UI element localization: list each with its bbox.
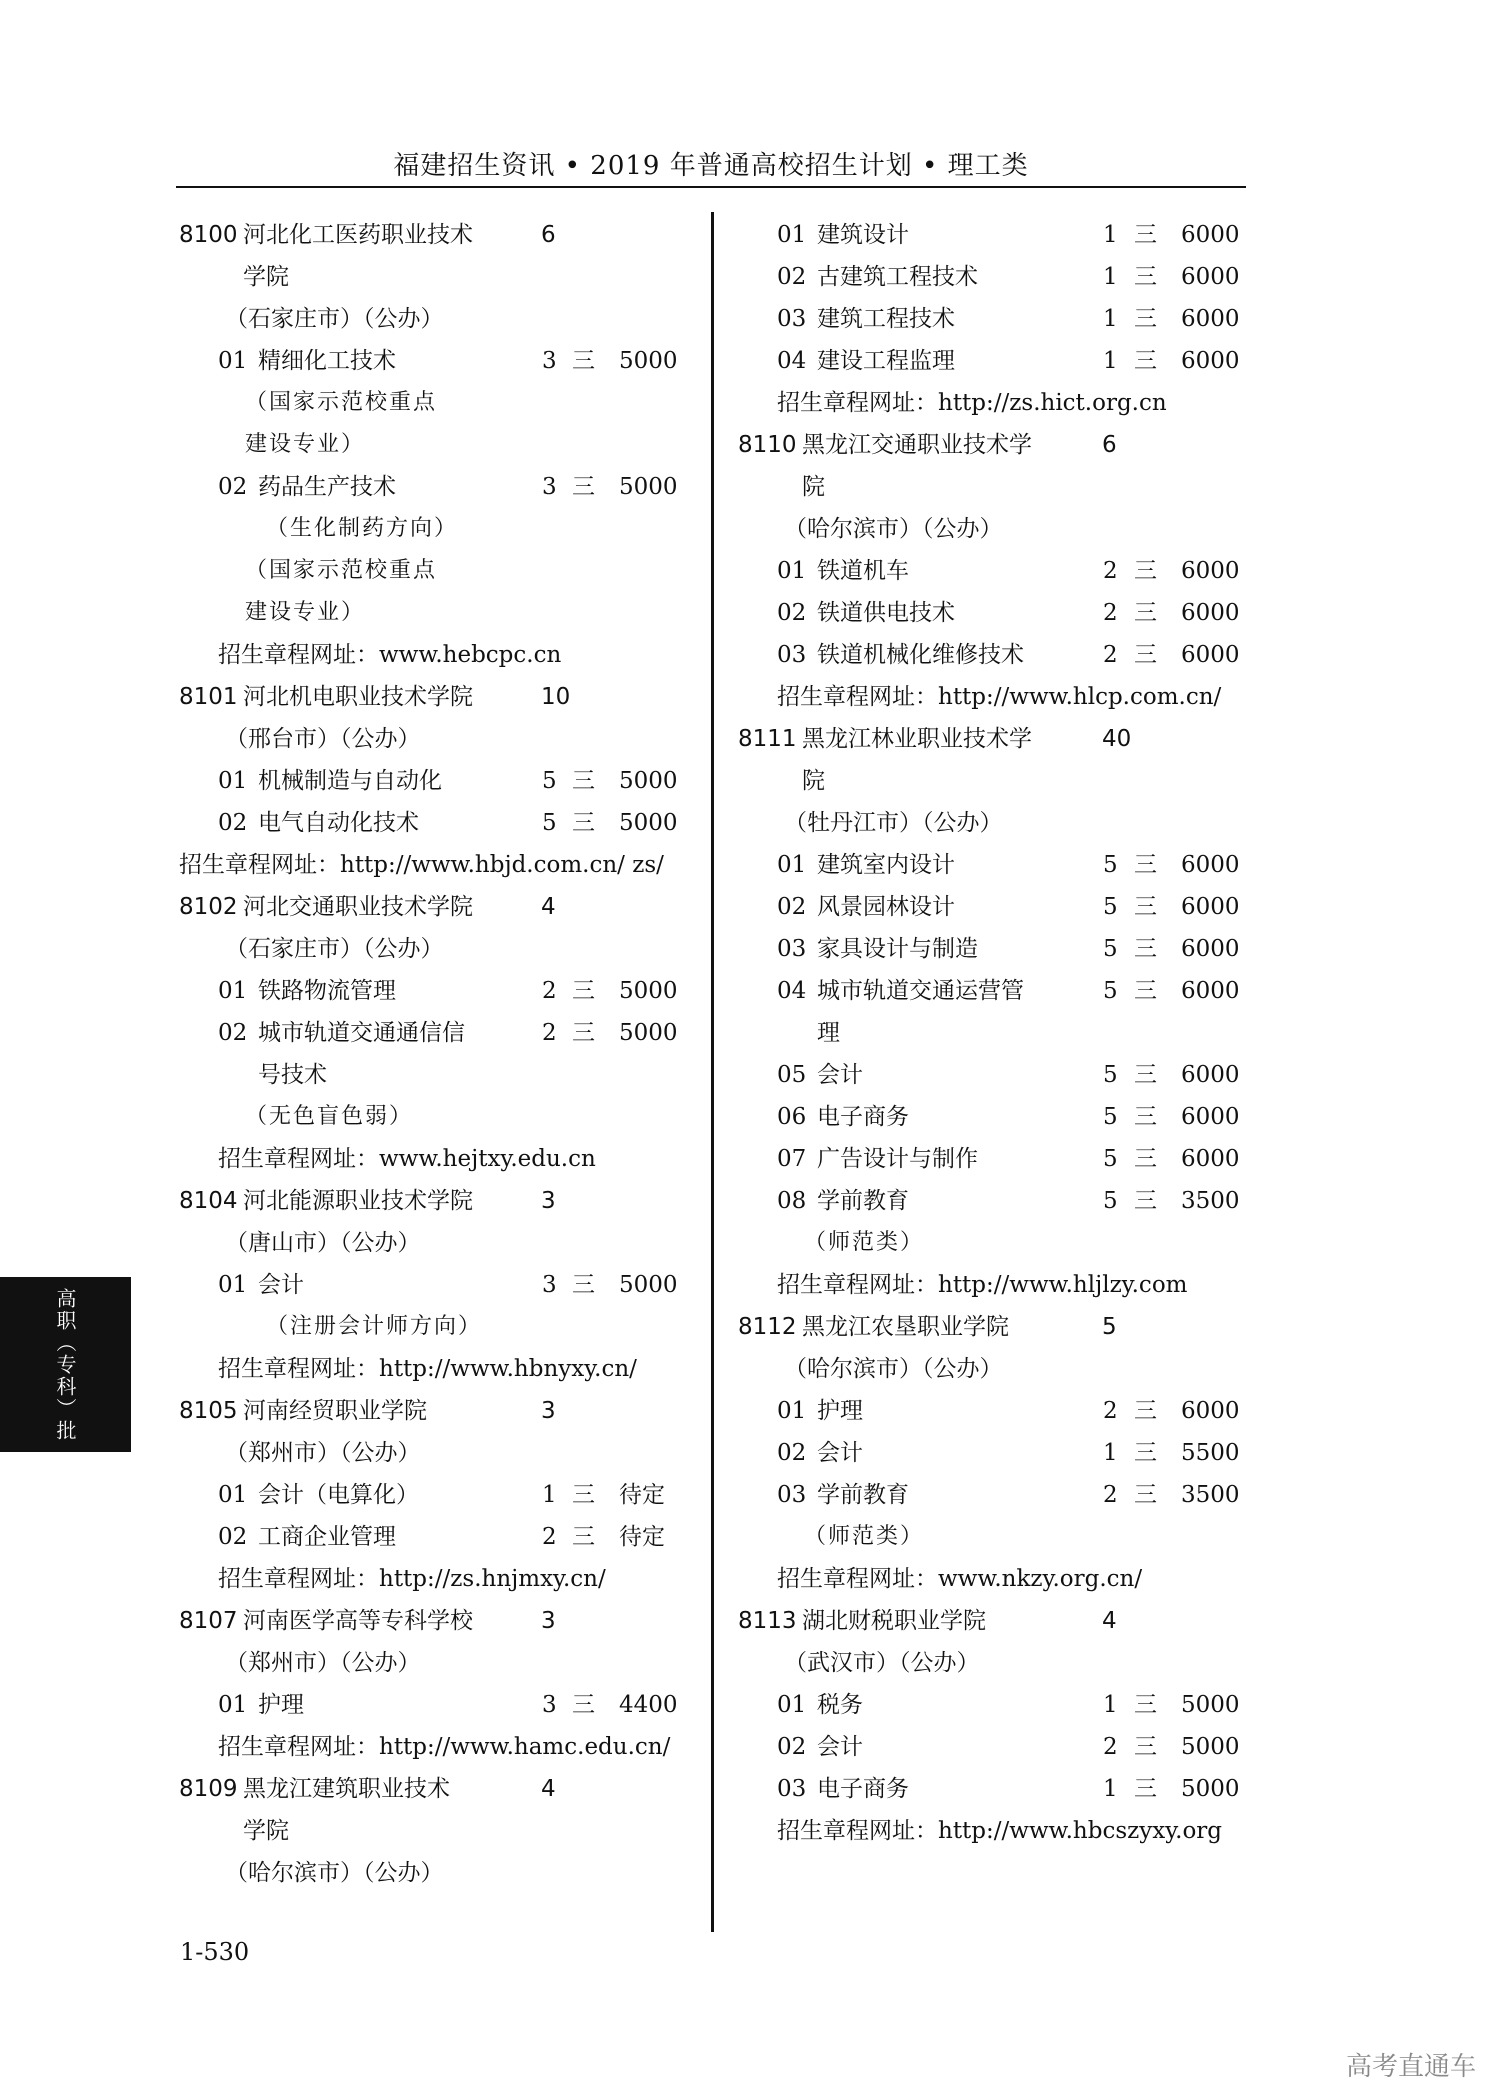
admission-url: 招生章程网址：www.nkzy.org.cn/ [777, 1566, 1143, 1592]
major-row [738, 1768, 1278, 1810]
major-quota: 3 [542, 1272, 557, 1298]
major-row [738, 1474, 1278, 1516]
major-duration: 三 [1134, 264, 1157, 290]
major-duration: 三 [1134, 1692, 1157, 1718]
major-duration: 三 [572, 1272, 595, 1298]
major-duration: 三 [1134, 1482, 1157, 1508]
major-row [738, 1726, 1278, 1768]
major-duration: 三 [572, 810, 595, 836]
major-row [738, 256, 1278, 298]
school-name-continued: 学院 [243, 1818, 289, 1844]
major-tuition: 6000 [1181, 936, 1240, 962]
school-entry [179, 1600, 694, 1642]
school-location: （邢台市）（公办） [225, 726, 421, 752]
major-row [738, 634, 1278, 676]
major-code: 05 [777, 1062, 807, 1088]
major-direction-note: （注册会计师方向） [266, 1314, 483, 1339]
major-duration: 三 [1134, 1146, 1157, 1172]
school-name: 湖北财税职业学院 [802, 1608, 986, 1634]
major-row [179, 340, 694, 382]
school-name: 河北化工医药职业技术 [243, 222, 473, 248]
major-name: 铁道机械化维修技术 [817, 642, 1024, 668]
major-name: 铁道机车 [817, 558, 909, 584]
major-tuition: 5000 [619, 348, 678, 374]
major-duration: 三 [1134, 1104, 1157, 1130]
major-duration: 三 [1134, 1776, 1157, 1802]
major-tuition: 6000 [1181, 978, 1240, 1004]
major-row [738, 1684, 1278, 1726]
major-quota: 2 [1103, 1482, 1118, 1508]
major-tuition: 6000 [1181, 1062, 1240, 1088]
major-duration: 三 [572, 348, 595, 374]
major-name: 会计 [817, 1440, 863, 1466]
major-code: 02 [777, 1440, 807, 1466]
major-quota: 5 [1103, 978, 1118, 1004]
major-name: 铁道供电技术 [817, 600, 955, 626]
major-quota: 5 [1103, 936, 1118, 962]
major-row [738, 550, 1278, 592]
major-name: 城市轨道交通运营管 [817, 978, 1024, 1004]
major-name: 风景园林设计 [817, 894, 955, 920]
major-code: 02 [777, 600, 807, 626]
admission-url: 招生章程网址：http://www.hbnyxy.cn/ [218, 1356, 637, 1382]
major-code: 07 [777, 1146, 807, 1172]
major-quota: 2 [542, 1020, 557, 1046]
school-name: 黑龙江交通职业技术学 [802, 432, 1032, 458]
school-quota: 3 [541, 1608, 556, 1634]
school-name: 河北机电职业技术学院 [243, 684, 473, 710]
major-code: 02 [777, 894, 807, 920]
major-tuition: 3500 [1181, 1188, 1240, 1214]
major-tuition: 6000 [1181, 1146, 1240, 1172]
major-duration: 三 [1134, 348, 1157, 374]
major-row [179, 802, 694, 844]
major-tuition: 5000 [1181, 1692, 1240, 1718]
major-duration: 三 [1134, 558, 1157, 584]
school-location: （石家庄市）（公办） [225, 306, 444, 332]
major-name: 工商企业管理 [258, 1524, 396, 1550]
school-quota: 40 [1102, 726, 1132, 752]
major-name-continued: 号技术 [258, 1062, 327, 1088]
major-code: 03 [777, 642, 807, 668]
major-name: 古建筑工程技术 [817, 264, 978, 290]
major-duration: 三 [1134, 894, 1157, 920]
admission-url: 招生章程网址：http://zs.hict.org.cn [777, 390, 1167, 416]
major-quota: 2 [1103, 600, 1118, 626]
major-note: （师范类） [804, 1230, 925, 1255]
school-location: （哈尔滨市）（公办） [784, 516, 1003, 542]
school-quota: 4 [1102, 1608, 1117, 1634]
school-name: 黑龙江建筑职业技术 [243, 1776, 450, 1802]
watermark: 高考直通车 [1345, 2052, 1476, 2082]
major-name: 税务 [817, 1692, 863, 1718]
major-row [738, 1180, 1278, 1222]
major-row [179, 970, 694, 1012]
major-note: （师范类） [804, 1524, 925, 1549]
school-location: （武汉市）（公办） [784, 1650, 980, 1676]
major-name: 会计 [258, 1272, 304, 1298]
major-row [738, 928, 1278, 970]
admission-url: 招生章程网址：www.hebcpc.cn [218, 642, 562, 668]
major-quota: 2 [542, 1524, 557, 1550]
school-entry [179, 1180, 694, 1222]
major-name: 电气自动化技术 [258, 810, 419, 836]
major-row [738, 844, 1278, 886]
major-name: 会计 [817, 1062, 863, 1088]
major-row [738, 1432, 1278, 1474]
school-code: 8102 [179, 894, 238, 920]
major-tuition: 5000 [1181, 1734, 1240, 1760]
major-row [738, 298, 1278, 340]
major-tuition: 6000 [1181, 1398, 1240, 1424]
major-row [179, 1474, 694, 1516]
school-entry [738, 1600, 1278, 1642]
major-name: 精细化工技术 [258, 348, 396, 374]
major-row [179, 1012, 694, 1054]
major-duration: 三 [1134, 852, 1157, 878]
major-duration: 三 [1134, 1398, 1157, 1424]
major-name-continued: 理 [817, 1020, 840, 1046]
major-duration: 三 [1134, 936, 1157, 962]
major-name: 建筑工程技术 [817, 306, 955, 332]
major-tuition: 5000 [619, 1020, 678, 1046]
major-name: 铁路物流管理 [258, 978, 396, 1004]
admission-url: 招生章程网址：http://zs.hnjmxy.cn/ [218, 1566, 606, 1592]
major-quota: 1 [542, 1482, 557, 1508]
major-quota: 2 [1103, 558, 1118, 584]
major-name: 建筑室内设计 [817, 852, 955, 878]
major-duration: 三 [1134, 642, 1157, 668]
school-code: 8111 [738, 726, 797, 752]
major-code: 04 [777, 978, 807, 1004]
major-tuition: 5000 [619, 810, 678, 836]
major-row [738, 592, 1278, 634]
major-quota: 1 [1103, 222, 1118, 248]
major-name: 会计（电算化） [258, 1482, 419, 1508]
major-name: 护理 [258, 1692, 304, 1718]
school-quota: 4 [541, 894, 556, 920]
major-duration: 三 [1134, 1062, 1157, 1088]
school-code: 8101 [179, 684, 238, 710]
major-quota: 1 [1103, 1692, 1118, 1718]
major-row [738, 886, 1278, 928]
major-note: （无色盲色弱） [245, 1104, 414, 1129]
major-name: 家具设计与制造 [817, 936, 978, 962]
major-tuition: 6000 [1181, 600, 1240, 626]
school-entry [179, 214, 694, 256]
major-note: （国家示范校重点 [245, 558, 438, 583]
school-entry [179, 886, 694, 928]
major-quota: 5 [1103, 894, 1118, 920]
major-quota: 5 [1103, 1146, 1118, 1172]
major-code: 01 [218, 348, 248, 374]
major-code: 08 [777, 1188, 807, 1214]
major-tuition: 6000 [1181, 894, 1240, 920]
major-quota: 5 [1103, 1104, 1118, 1130]
major-code: 03 [777, 1482, 807, 1508]
major-tuition: 4400 [619, 1692, 678, 1718]
major-duration: 三 [1134, 1188, 1157, 1214]
school-entry [738, 1306, 1278, 1348]
major-duration: 三 [572, 978, 595, 1004]
school-name: 河南医学高等专科学校 [243, 1608, 473, 1634]
major-tuition: 6000 [1181, 852, 1240, 878]
major-quota: 3 [542, 348, 557, 374]
major-code: 04 [777, 348, 807, 374]
major-duration: 三 [572, 1524, 595, 1550]
major-duration: 三 [572, 1020, 595, 1046]
major-tuition: 6000 [1181, 222, 1240, 248]
major-name: 机械制造与自动化 [258, 768, 442, 794]
major-row [179, 466, 694, 508]
major-name: 电子商务 [817, 1776, 909, 1802]
page-number: 1-530 [180, 1938, 250, 1966]
school-name: 黑龙江林业职业技术学 [802, 726, 1032, 752]
school-name-continued: 院 [802, 768, 825, 794]
major-duration: 三 [572, 768, 595, 794]
major-code: 02 [777, 264, 807, 290]
major-code: 01 [218, 1692, 248, 1718]
major-quota: 1 [1103, 1776, 1118, 1802]
major-tuition: 5000 [619, 474, 678, 500]
major-quota: 3 [542, 1692, 557, 1718]
major-tuition: 5500 [1181, 1440, 1240, 1466]
school-location: （哈尔滨市）（公办） [784, 1356, 1003, 1382]
school-quota: 10 [541, 684, 571, 710]
major-code: 02 [218, 1020, 248, 1046]
major-code: 03 [777, 1776, 807, 1802]
major-code: 01 [777, 1692, 807, 1718]
major-tuition: 6000 [1181, 642, 1240, 668]
major-code: 01 [218, 768, 248, 794]
major-code: 02 [218, 810, 248, 836]
major-code: 02 [777, 1734, 807, 1760]
major-quota: 5 [542, 768, 557, 794]
school-quota: 5 [1102, 1314, 1117, 1340]
major-quota: 2 [1103, 642, 1118, 668]
admission-url: 招生章程网址：http://www.hljlzy.com [777, 1272, 1188, 1298]
school-code: 8109 [179, 1776, 238, 1802]
major-quota: 5 [1103, 1188, 1118, 1214]
major-row [738, 970, 1278, 1012]
major-tuition: 待定 [619, 1482, 665, 1508]
school-quota: 3 [541, 1188, 556, 1214]
major-name: 广告设计与制作 [817, 1146, 978, 1172]
major-row [738, 214, 1278, 256]
school-name: 黑龙江农垦职业学院 [802, 1314, 1009, 1340]
major-code: 03 [777, 936, 807, 962]
major-name: 会计 [817, 1734, 863, 1760]
major-note: 建设专业） [245, 600, 366, 625]
school-code: 8104 [179, 1188, 238, 1214]
major-quota: 2 [1103, 1398, 1118, 1424]
major-row [179, 1516, 694, 1558]
school-quota: 6 [1102, 432, 1117, 458]
major-tuition: 5000 [619, 1272, 678, 1298]
major-code: 01 [777, 558, 807, 584]
school-location: （郑州市）（公办） [225, 1440, 421, 1466]
major-tuition: 待定 [619, 1524, 665, 1550]
major-quota: 5 [542, 810, 557, 836]
column-divider [711, 212, 714, 1932]
major-row [738, 1390, 1278, 1432]
major-row [179, 760, 694, 802]
major-note: （国家示范校重点 [245, 390, 438, 415]
major-duration: 三 [572, 474, 595, 500]
school-location: （哈尔滨市）（公办） [225, 1860, 444, 1886]
major-tuition: 6000 [1181, 348, 1240, 374]
admission-url: 招生章程网址：www.hejtxy.edu.cn [218, 1146, 596, 1172]
header-rule [176, 186, 1246, 188]
major-name: 学前教育 [817, 1188, 909, 1214]
major-row [179, 1264, 694, 1306]
major-name: 学前教育 [817, 1482, 909, 1508]
school-name-continued: 院 [802, 474, 825, 500]
running-header: 福建招生资讯 • 2019 年普通高校招生计划 • 理工类 [393, 151, 1029, 181]
major-quota: 5 [1103, 852, 1118, 878]
major-quota: 3 [542, 474, 557, 500]
school-entry [179, 1390, 694, 1432]
school-code: 8107 [179, 1608, 238, 1634]
school-quota: 3 [541, 1398, 556, 1424]
major-code: 01 [777, 222, 807, 248]
major-tuition: 5000 [1181, 1776, 1240, 1802]
major-tuition: 6000 [1181, 1104, 1240, 1130]
major-code: 02 [218, 1524, 248, 1550]
major-quota: 2 [542, 978, 557, 1004]
major-code: 01 [218, 1272, 248, 1298]
school-location: （郑州市）（公办） [225, 1650, 421, 1676]
school-entry [738, 718, 1278, 760]
major-tuition: 6000 [1181, 306, 1240, 332]
school-name-continued: 学院 [243, 264, 289, 290]
admission-url: 招生章程网址：http://www.hamc.edu.cn/ [218, 1734, 671, 1760]
major-code: 01 [777, 852, 807, 878]
major-quota: 1 [1103, 348, 1118, 374]
major-code: 03 [777, 306, 807, 332]
school-entry [179, 676, 694, 718]
school-code: 8100 [179, 222, 238, 248]
major-quota: 1 [1103, 264, 1118, 290]
right-column [738, 214, 1278, 1852]
major-code: 01 [777, 1398, 807, 1424]
school-location: （唐山市）（公办） [225, 1230, 421, 1256]
major-row [738, 1054, 1278, 1096]
school-code: 8113 [738, 1608, 797, 1634]
school-entry [179, 1768, 694, 1810]
school-code: 8105 [179, 1398, 238, 1424]
major-duration: 三 [1134, 978, 1157, 1004]
school-quota: 6 [541, 222, 556, 248]
school-name: 河南经贸职业学院 [243, 1398, 427, 1424]
major-name: 建设工程监理 [817, 348, 955, 374]
school-location: （石家庄市）（公办） [225, 936, 444, 962]
major-row [738, 340, 1278, 382]
major-duration: 三 [1134, 1734, 1157, 1760]
major-tuition: 3500 [1181, 1482, 1240, 1508]
major-tuition: 6000 [1181, 264, 1240, 290]
major-duration: 三 [1134, 222, 1157, 248]
admission-url: 招生章程网址：http://www.hbcszyxy.org [777, 1818, 1223, 1844]
major-duration: 三 [1134, 306, 1157, 332]
major-quota: 5 [1103, 1062, 1118, 1088]
school-name: 河北交通职业技术学院 [243, 894, 473, 920]
major-direction-note: （生化制药方向） [266, 516, 459, 541]
major-duration: 三 [1134, 1440, 1157, 1466]
school-entry [738, 424, 1278, 466]
major-row [738, 1096, 1278, 1138]
major-quota: 1 [1103, 1440, 1118, 1466]
major-code: 02 [218, 474, 248, 500]
major-quota: 2 [1103, 1734, 1118, 1760]
major-name: 护理 [817, 1398, 863, 1424]
major-code: 01 [218, 978, 248, 1004]
major-name: 药品生产技术 [258, 474, 396, 500]
major-note: 建设专业） [245, 432, 366, 457]
major-code: 01 [218, 1482, 248, 1508]
major-tuition: 5000 [619, 768, 678, 794]
major-tuition: 6000 [1181, 558, 1240, 584]
section-side-tab [0, 1277, 131, 1452]
major-quota: 1 [1103, 306, 1118, 332]
major-duration: 三 [572, 1692, 595, 1718]
major-duration: 三 [572, 1482, 595, 1508]
school-location: （牡丹江市）（公办） [784, 810, 1003, 836]
major-name: 建筑设计 [817, 222, 909, 248]
school-quota: 4 [541, 1776, 556, 1802]
school-code: 8112 [738, 1314, 797, 1340]
major-name: 城市轨道交通通信信 [258, 1020, 465, 1046]
major-code: 06 [777, 1104, 807, 1130]
left-column [179, 214, 694, 1894]
major-row [179, 1684, 694, 1726]
admission-url: 招生章程网址：http://www.hbjd.com.cn/ zs/ [179, 852, 664, 878]
major-row [738, 1138, 1278, 1180]
side-tab-label: 高职（专科）批 [53, 1287, 77, 1442]
admission-url: 招生章程网址：http://www.hlcp.com.cn/ [777, 684, 1222, 710]
major-duration: 三 [1134, 600, 1157, 626]
school-name: 河北能源职业技术学院 [243, 1188, 473, 1214]
school-code: 8110 [738, 432, 797, 458]
major-name: 电子商务 [817, 1104, 909, 1130]
major-tuition: 5000 [619, 978, 678, 1004]
